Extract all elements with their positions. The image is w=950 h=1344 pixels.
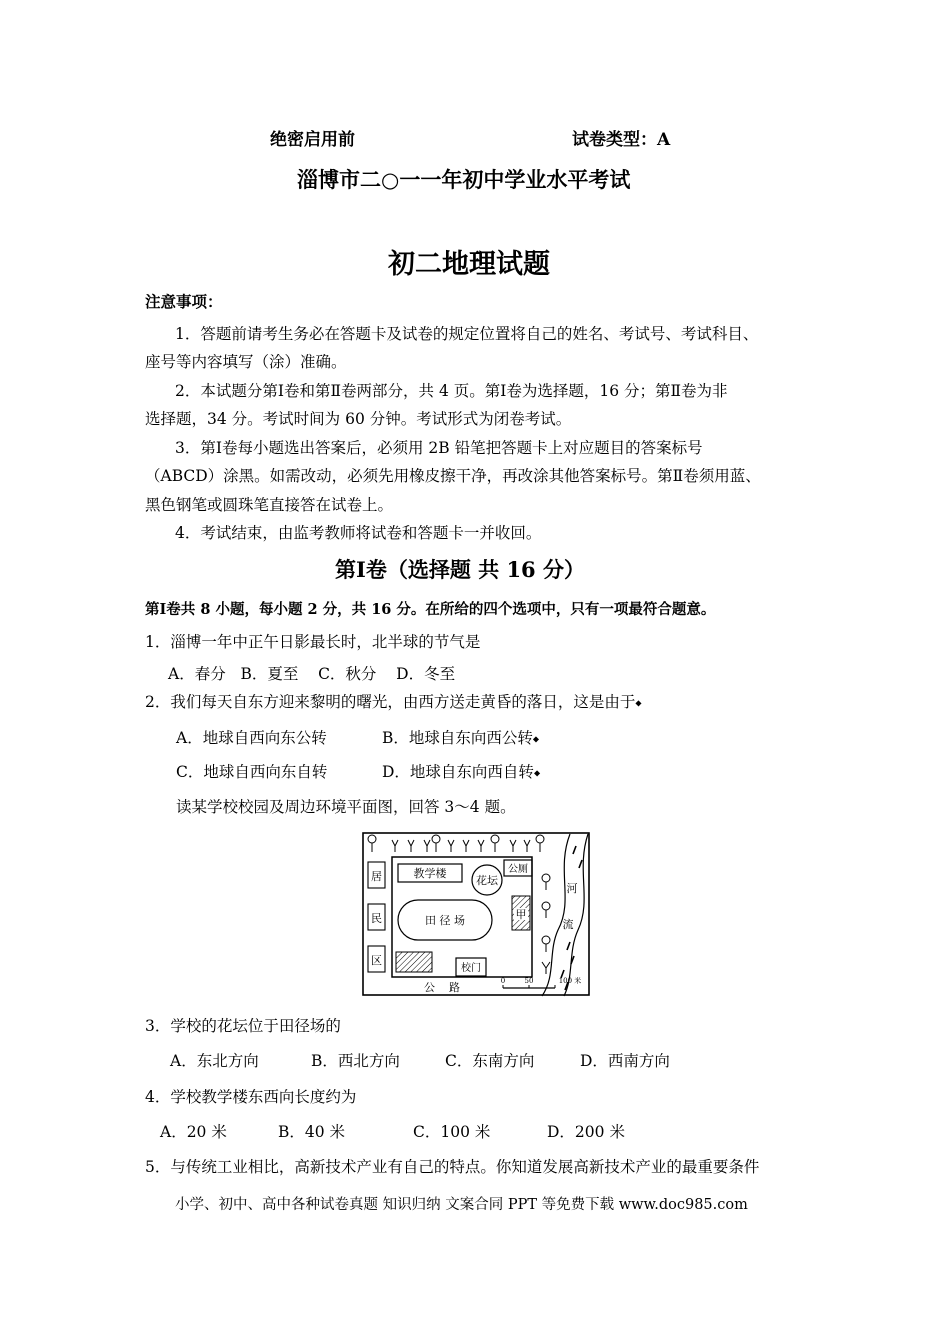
scale-bar xyxy=(501,976,582,988)
river-label-1: 河 xyxy=(566,882,578,895)
hatched-building-southwest xyxy=(396,952,432,972)
notes-heading: 注意事项： xyxy=(145,292,223,311)
school-gate-label: 校门 xyxy=(461,963,481,974)
section-1-title: 第Ⅰ卷（选择题 共 16 分） xyxy=(335,557,585,582)
question-3-option-a: A．东北方向 xyxy=(170,1052,259,1070)
map-intro: 读某学校校园及周边环境平面图，回答 3～4 题。 xyxy=(176,798,516,816)
road-label: 公 路 xyxy=(424,981,460,994)
section-1-instruction: 第Ⅰ卷共 8 小题，每小题 2 分，共 16 分。在所给的四个选项中，只有一项最符合题意。 xyxy=(145,601,716,618)
note-1-line-1: 1．答题前请考生务必在答题卡及试卷的规定位置将自己的姓名、考试号、考试科目、 xyxy=(175,325,759,343)
question-5-stem: 5．与传统工业相比，高新技术产业有自己的特点。你知道发展高新技术产业的最重要条件 xyxy=(145,1158,760,1176)
question-4-option-d: D．200 米 xyxy=(547,1123,625,1141)
footer-text: 小学、初中、高中各种试卷真题 知识归纳 文案合同 PPT 等免费下载 www.doc985.com xyxy=(175,1197,748,1213)
note-1-line-2: 座号等内容填写（涂）准确。 xyxy=(145,353,347,371)
question-4-stem: 4．学校教学楼东西向长度约为 xyxy=(145,1088,357,1106)
question-2-option-a: A．地球自西向东公转 xyxy=(176,729,327,747)
question-1-stem: 1．淄博一年中正午日影最长时，北半球的节气是 xyxy=(145,633,481,651)
scale-label-50: 50 xyxy=(524,977,534,985)
east-tree-column xyxy=(542,874,550,974)
scale-label-100: 100 米 xyxy=(558,977,582,985)
confidential-label: 绝密启用前 xyxy=(270,130,355,150)
exam-name: 淄博市二○一一年初中学业水平考试 xyxy=(297,167,631,192)
question-2-stem xyxy=(145,690,642,712)
question-2-option-d xyxy=(382,760,540,782)
question-4-option-b: B．40 米 xyxy=(278,1123,346,1141)
question-2-option-d-text: D．地球自东向西自转 xyxy=(382,763,534,781)
paper-title: 初二地理试题 xyxy=(388,249,550,280)
river-east-bank xyxy=(564,834,588,996)
scale-label-0: 0 xyxy=(500,977,506,985)
question-3-option-c: C．东南方向 xyxy=(445,1052,535,1070)
question-4-option-a: A．20 米 xyxy=(160,1123,227,1141)
question-3-option-d: D．西南方向 xyxy=(580,1052,670,1070)
question-2-option-c: C．地球自西向东自转 xyxy=(176,763,328,781)
note-3-line-2: （ABCD）涂黑。如需改动，必须先用橡皮擦干净，再改涂其他答案标号。第Ⅱ卷须用蓝、 xyxy=(145,467,761,485)
question-3-stem: 3．学校的花坛位于田径场的 xyxy=(145,1017,341,1035)
question-2-option-b xyxy=(382,726,539,748)
question-1-options: A．春分 B．夏至 C．秋分 D．冬至 xyxy=(168,665,456,683)
question-2-option-b-text: B．地球自东向西公转 xyxy=(382,729,533,747)
campus-map xyxy=(360,830,592,998)
note-3-line-1: 3．第Ⅰ卷每小题选出答案后，必须用 2B 铅笔把答题卡上对应题目的答案标号 xyxy=(175,439,703,457)
tree-row xyxy=(368,835,544,852)
paper-type-label: 试卷类型：A xyxy=(572,130,671,150)
note-2-line-2: 选择题，34 分。考试时间为 60 分钟。考试形式为闭卷考试。 xyxy=(145,410,572,428)
river-label-2: 流 xyxy=(562,918,574,931)
residents-label-1: 居 xyxy=(371,870,382,883)
toilet-label: 公厕 xyxy=(508,864,528,875)
residents-label-3: 区 xyxy=(371,954,382,967)
jia-label: 甲 xyxy=(515,908,527,921)
diamond-bullet-icon: ◆ xyxy=(533,768,541,778)
note-4-line-1: 4．考试结束，由监考教师将试卷和答题卡一并收回。 xyxy=(175,524,542,542)
note-3-line-3: 黑色钢笔或圆珠笔直接答在试卷上。 xyxy=(145,496,394,514)
teaching-building-label: 教学楼 xyxy=(413,867,447,880)
diamond-bullet-icon: ◆ xyxy=(532,734,540,744)
flower-bed-label: 花坛 xyxy=(476,874,498,887)
track-field-label: 田 径 场 xyxy=(425,914,465,927)
diamond-bullet-icon: ◆ xyxy=(635,698,642,708)
question-3-option-b: B．西北方向 xyxy=(311,1052,400,1070)
question-4-option-c: C．100 米 xyxy=(413,1123,491,1141)
residents-label-2: 民 xyxy=(371,912,382,925)
question-2-stem-text: 2．我们每天自东方迎来黎明的曙光，由西方送走黄昏的落日，这是由于 xyxy=(145,693,636,711)
note-2-line-1: 2．本试题分第Ⅰ卷和第Ⅱ卷两部分，共 4 页。第Ⅰ卷为选择题，16 分；第Ⅱ卷为非 xyxy=(175,382,728,400)
